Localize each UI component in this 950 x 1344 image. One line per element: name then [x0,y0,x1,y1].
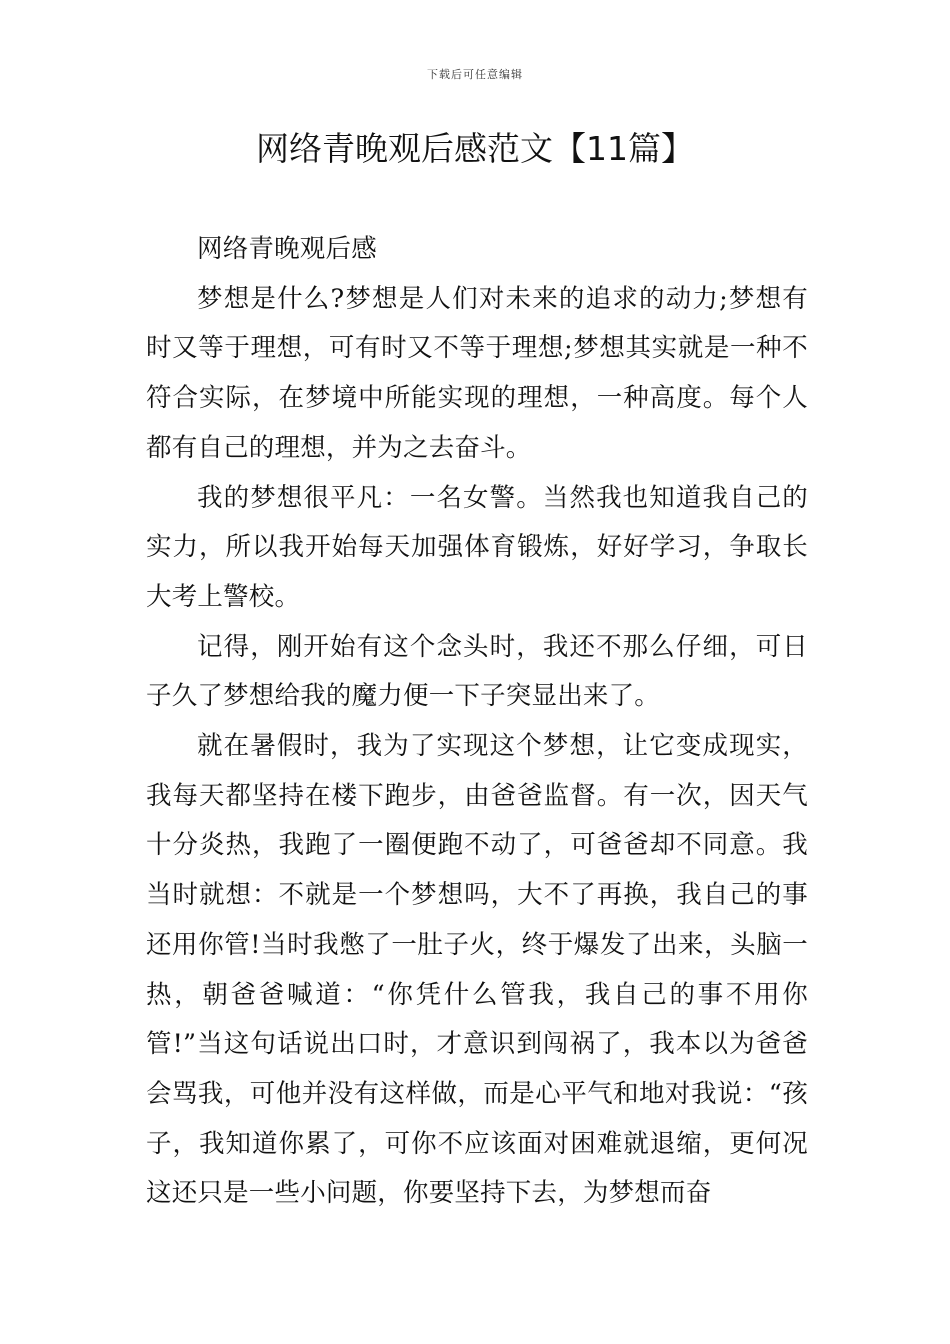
section-subtitle: 网络青晚观后感 [197,234,377,264]
header-note: 下载后可任意编辑 [427,68,523,81]
paragraph: 记得，刚开始有这个念头时，我还不那么仔细，可日子久了梦想给我的魔力便一下子突显出来了。 [146,631,808,712]
document-title: 网络青晚观后感范文【11篇】 [256,129,694,168]
document-body [146,225,808,1219]
paragraph: 我的梦想很平凡：一名女警。当然我也知道我自己的实力，所以我开始每天加强体育锻炼，好好学习，争取长大考上警校。 [146,482,808,612]
paragraph: 梦想是什么?梦想是人们对未来的追求的动力;梦想有时又等于理想，可有时又不等于理想;梦想其实就是一种不符合实际，在梦境中所能实现的理想，一种高度。每个人都有自己的理想，并为之去奋斗。 [146,283,808,463]
paragraph: 就在暑假时，我为了实现这个梦想，让它变成现实，我每天都坚持在楼下跑步，由爸爸监督。有一次，因天气十分炎热，我跑了一圈便跑不动了，可爸爸却不同意。我当时就想：不就是一个梦想吗，大不了再换，我自己的事还用你管!当时我憋了一肚子火，终于爆发了出来，头脑一热，朝爸爸喊道：“你凭什么管我，我自己的事不用你管!”当这句话说出口时，才意识到闯祸了，我本以为爸爸会骂我，可他并没有这样做，而是心平气和地对我说：“孩子，我知道你累了，可你不应该面对困难就退缩，更何况这还只是一些小问题，你要坚持下去，为梦想而奋 [146,731,808,1209]
